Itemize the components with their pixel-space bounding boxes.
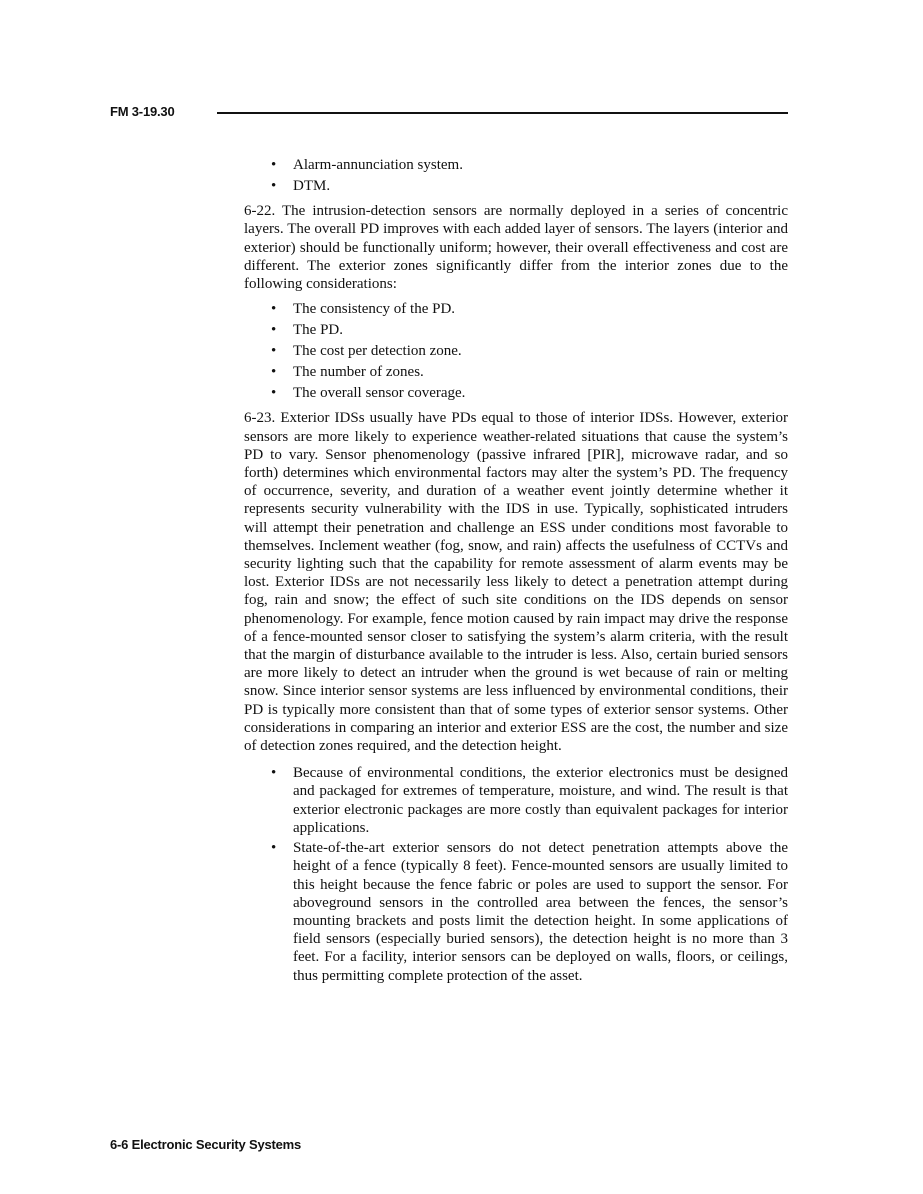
bullet-icon: •	[271, 364, 277, 381]
list-item: • The PD.	[271, 322, 343, 339]
bullet-icon: •	[271, 322, 277, 339]
list-item: • Alarm-annunciation system.	[271, 157, 463, 173]
bullet-icon: •	[271, 840, 277, 857]
bullet-icon: •	[271, 178, 277, 194]
list-item: • State-of-the-art exterior sensors do not detect penetration attempts above the height of a fence (typically 8 feet). Fence-mounted sensors are usually limited to this height because the fence fabric or poles are used to support the sensor. For aboveground sensors in the controlled area between the fences, the sensor’s mounting brackets and posts limit the detection height. In some applications of field sensors (especially buried sensors), the detection height is no more than 3 feet. For a facility, interior sensors can be deployed on walls, floors, or ceilings, thus permitting complete protection of the asset.	[271, 840, 788, 984]
paragraph-6-22: 6-22. The intrusion-detection sensors are normally deployed in a series of concentric layers. The overall PD improves with each added layer of sensors. The layers (interior and exterior) should be functionally uniform; however, their overall effectiveness and cost are different. The exterior zones significantly differ from the interior zones due to the following considerations:	[244, 203, 788, 293]
list-item: • The overall sensor coverage.	[271, 385, 466, 402]
considerations-list	[244, 300, 788, 402]
page-body	[244, 156, 788, 992]
list-item: • Because of environmental conditions, the exterior electronics must be designed and packaged for extremes of temperature, moisture, and wind. The result is that exterior electronic packages are more costly than equivalent packages for interior applications.	[271, 765, 788, 836]
list-item: • The number of zones.	[271, 364, 424, 381]
bullet-icon: •	[271, 343, 277, 360]
detail-list	[244, 764, 788, 984]
bullet-icon: •	[271, 157, 277, 173]
running-header: FM 3-19.30	[110, 104, 175, 119]
list-item: • The consistency of the PD.	[271, 301, 456, 318]
running-footer: 6-6 Electronic Security Systems	[110, 1137, 302, 1152]
component-list	[244, 156, 788, 195]
header-rule	[217, 112, 788, 114]
list-item: • DTM.	[271, 178, 331, 194]
bullet-icon: •	[271, 301, 277, 318]
list-item: • The cost per detection zone.	[271, 343, 462, 360]
bullet-icon: •	[271, 765, 277, 782]
bullet-icon: •	[271, 385, 277, 402]
paragraph-6-23: 6-23. Exterior IDSs usually have PDs equal to those of interior IDSs. However, exterior sensors are more likely to experience weather-related situations that cause the system’s PD to vary. Sensor phenomenology (passive infrared [PIR], microwave radar, and so forth) determines which environmental factors may alter the system’s PD. The frequency of occurrence, severity, and duration of a weather event jointly determine whether it represents security vulnerability with the IDS in use. Typically, sophisticated intruders will attempt their penetration and challenge an ESS under conditions most favorable to themselves. Inclement weather (fog, snow, and rain) affects the usefulness of CCTVs and security lighting such that the capability for remote assessment of alarm events may be lost. Exterior IDSs are not necessarily less likely to detect a penetration attempt during fog, rain and snow; the effect of such site conditions on the IDS depends on sensor phenomenology. For example, fence motion caused by rain impact may drive the response of a fence-mounted sensor closer to satisfying the system’s alarm criteria, with the result that the margin of disturbance available to the intruder is less. Also, certain buried sensors are more likely to detect an intruder when the ground is wet because of rain or melting snow. Since interior sensor systems are less influenced by environmental conditions, their PD is typically more consistent than that of some types of exterior sensor systems. Other considerations in comparing an interior and exterior ESS are the cost, the number and size of detection zones required, and the detection height.	[244, 410, 788, 755]
